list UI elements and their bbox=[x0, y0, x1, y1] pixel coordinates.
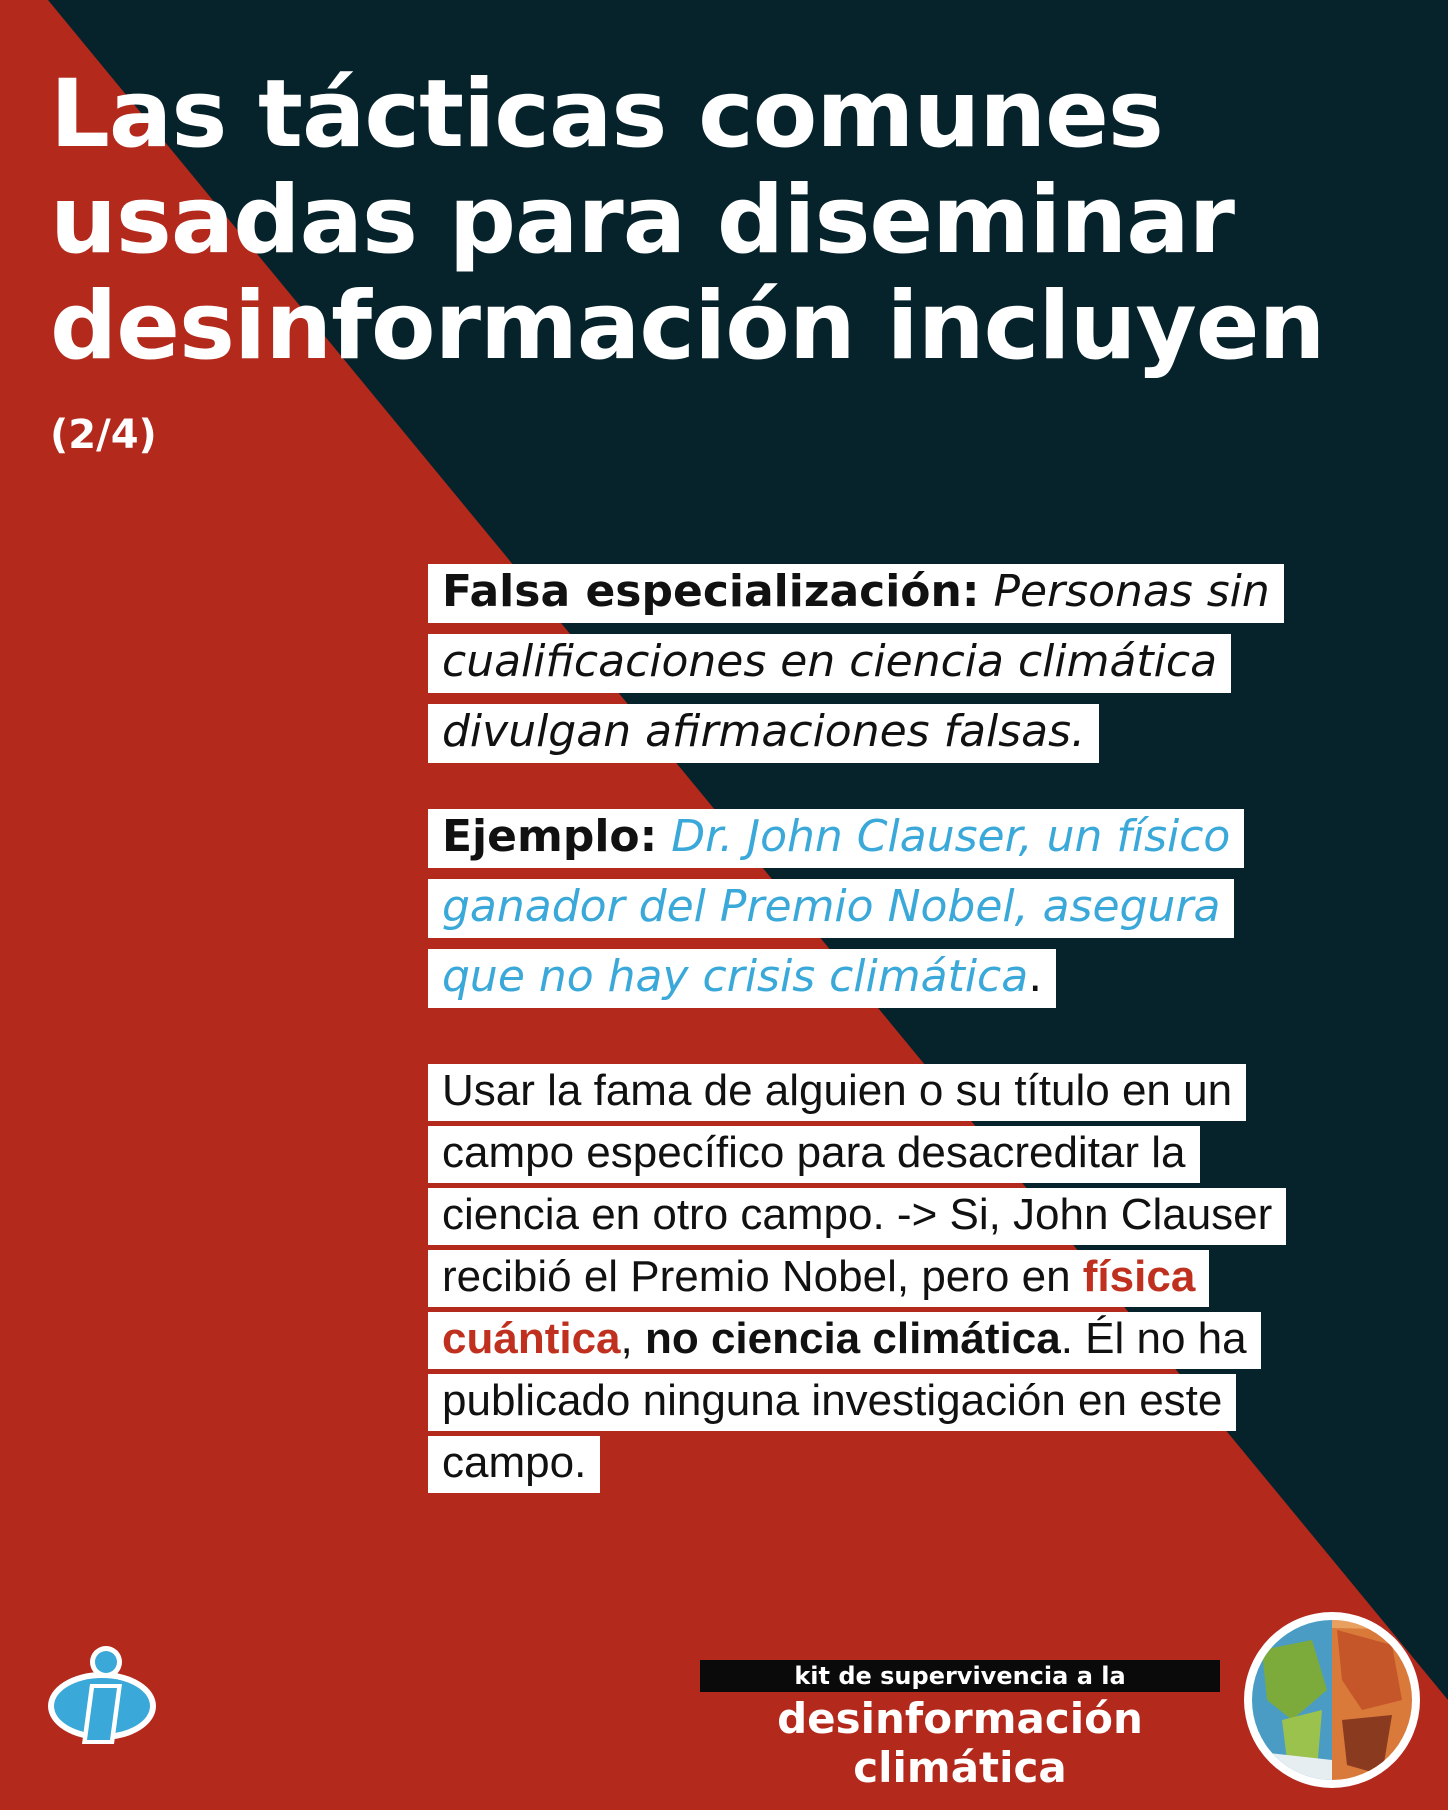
definition-text: Personas sin cualificaciones en ciencia climática divulgan afirmaciones falsas. bbox=[442, 566, 1270, 757]
title-line-2: usadas para diseminar bbox=[50, 166, 1235, 275]
page-indicator: (2/4) bbox=[50, 412, 157, 458]
highlight-not-climate-science: no ciencia climática bbox=[644, 1314, 1061, 1363]
brand-title: desinformación climática bbox=[777, 1694, 1143, 1792]
highlight-quantum-physics: física cuántica bbox=[442, 1252, 1196, 1363]
title-line-1: Las tácticas comunes bbox=[50, 60, 1163, 169]
title-line-3: desinformación incluyen bbox=[50, 272, 1325, 381]
definition-box bbox=[428, 557, 1308, 767]
definition-label: Falsa especialización: bbox=[442, 566, 980, 617]
explanation-comma: , bbox=[620, 1314, 645, 1363]
example-box bbox=[428, 802, 1288, 1012]
example-text: Dr. John Clauser, un físico ganador del Premio Nobel, asegura que no hay crisis climática bbox=[442, 811, 1231, 1002]
explanation-text-1: Usar la fama de alguien o su título en un campo específico para desacreditar la ciencia en otro campo. -> Si, John Clauser recibió el Premio Nobel, pero en bbox=[442, 1066, 1273, 1301]
page-title bbox=[50, 62, 1410, 380]
explanation-text-2: . Él no ha publicado ninguna investigación en este campo. bbox=[442, 1314, 1247, 1487]
kit-badge: kit de supervivencia a la bbox=[700, 1660, 1220, 1692]
example-end: . bbox=[1028, 951, 1043, 1002]
polygon-globe-icon bbox=[1242, 1610, 1422, 1790]
info-i-logo-icon bbox=[44, 1640, 164, 1760]
example-label: Ejemplo: bbox=[442, 811, 658, 862]
explanation-box bbox=[428, 1060, 1328, 1494]
